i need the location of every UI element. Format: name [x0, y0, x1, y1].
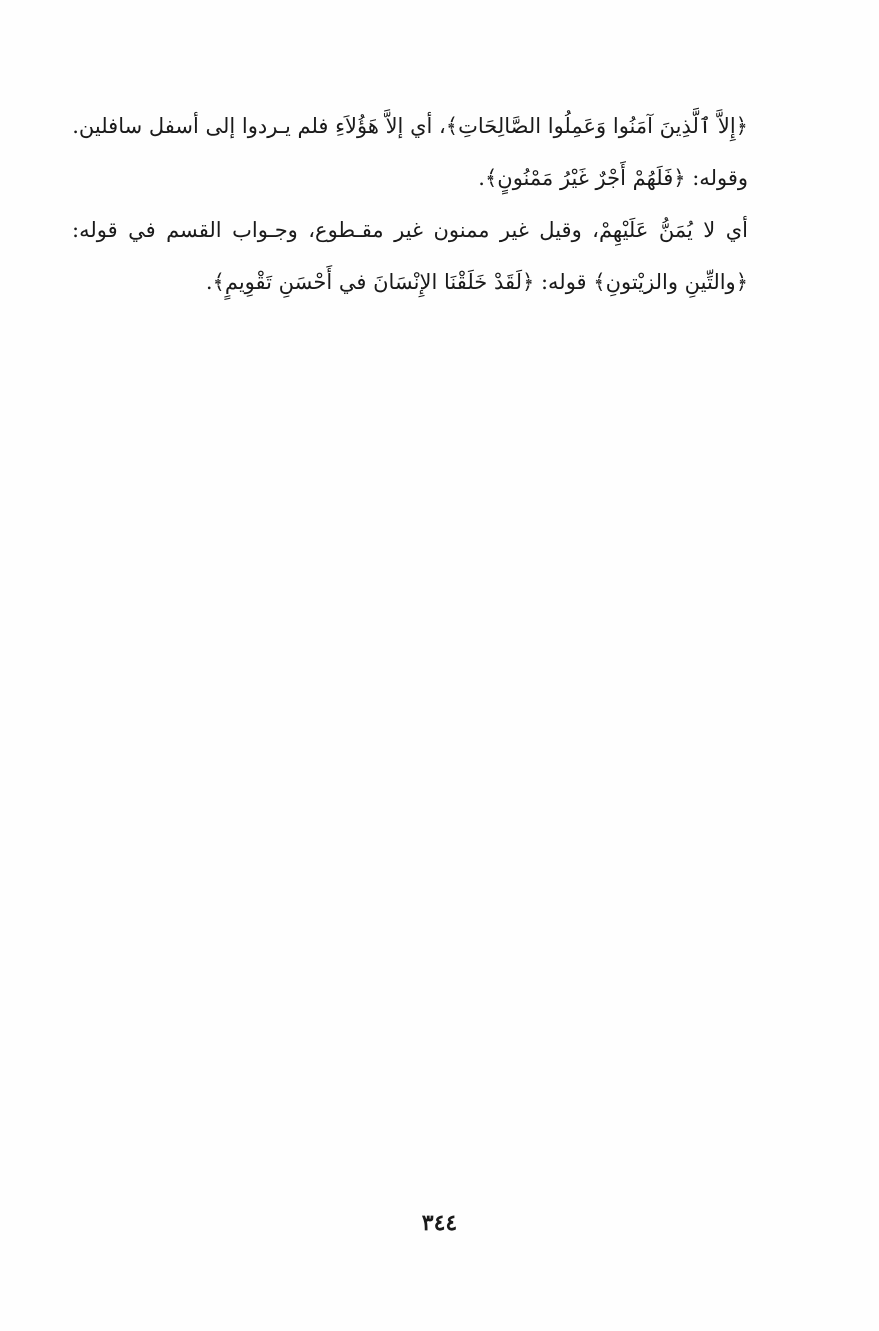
page-body-text	[72, 100, 748, 308]
paragraph-1: ﴿إِلاَّ ٱلَّذِينَ آمَنُوا وَعَمِلُوا الصَّالِحَاتِ﴾، أي إلاَّ هَؤُلاَءِ فلم يـردوا إلى أسفل سافلين.	[72, 114, 748, 138]
page-number: ٣٤٤	[421, 1210, 458, 1236]
paragraph-3: أي لا يُمَنُّ عَلَيْهِمْ، وقيل غير ممنون غير مقـطوع، وجـواب القسم في قوله: ﴿والتِّينِ والزيْتونِ﴾ قوله: ﴿لَقَدْ خَلَقْنَا الإِنْسَانَ في أَحْسَنِ تَقْوِيمٍ﴾.	[72, 218, 748, 294]
paragraph-2: وقوله: ﴿فَلَهُمْ أَجْرٌ غَيْرُ مَمْنُونٍ﴾.	[478, 166, 748, 190]
